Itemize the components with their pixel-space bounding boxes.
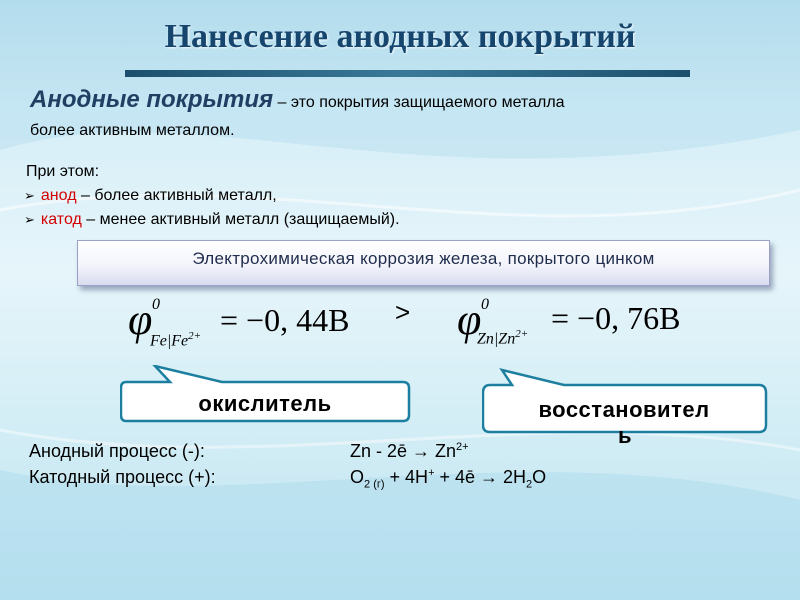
formula-value: = −0, 76B (551, 300, 681, 336)
topic-banner (77, 240, 770, 286)
definition-term: Анодные покрытия (30, 86, 274, 113)
arrowhead-bullet-icon: ➢ (24, 188, 35, 203)
bullet-term: анод (40, 187, 77, 204)
formula-iron (128, 290, 378, 360)
callout-text-overflow: ь (618, 423, 633, 448)
bullet-term: катод (40, 211, 82, 228)
formula-subscript: $Zn|Zn^{2+}$ (477, 328, 529, 348)
definition-text-2: более активным металлом. (30, 122, 235, 139)
callout-text: восстановител (538, 397, 710, 422)
phi-symbol: φ (457, 295, 482, 344)
list-item (24, 184, 400, 208)
title-underline (125, 70, 690, 77)
comparison-sign: > (395, 297, 411, 327)
anode-label: Анодный процесс (-): (29, 441, 205, 461)
formula-subscript: $Fe|Fe^{2+}$ (150, 330, 202, 350)
definition (30, 86, 750, 145)
slide-title: Нанесение анодных покрытий (164, 18, 636, 55)
bullet-text: – менее активный металл (защищаемый). (81, 211, 400, 228)
formula-superscript: 0 (152, 296, 160, 313)
formula-zinc (457, 290, 707, 360)
intro-text: При этом: (26, 163, 100, 180)
definition-text: – это покрытия защищаемого металла (273, 94, 565, 111)
cathode-equation: $O_{2 (г)} + 4H^+$ + 4ē → $2H_2O$ (350, 467, 547, 491)
cathode-label: Катодный процесс (+): (29, 467, 216, 487)
anode-equation: Zn - 2ē → $Zn^{2+}$ (350, 441, 469, 461)
bullet-list (24, 184, 400, 232)
phi-symbol: φ (128, 295, 153, 344)
callout-reducer (482, 365, 772, 455)
formula-value: = −0, 44B (220, 302, 350, 338)
banner-text: Электрохимическая коррозия железа, покрытого цинком (192, 249, 655, 268)
callout-oxidizer (120, 365, 415, 427)
formula-superscript: 0 (481, 296, 489, 313)
arrowhead-bullet-icon: ➢ (24, 212, 35, 227)
callout-text: окислитель (198, 391, 332, 416)
list-item (24, 208, 400, 232)
bullet-text: – более активный металл, (76, 187, 277, 204)
